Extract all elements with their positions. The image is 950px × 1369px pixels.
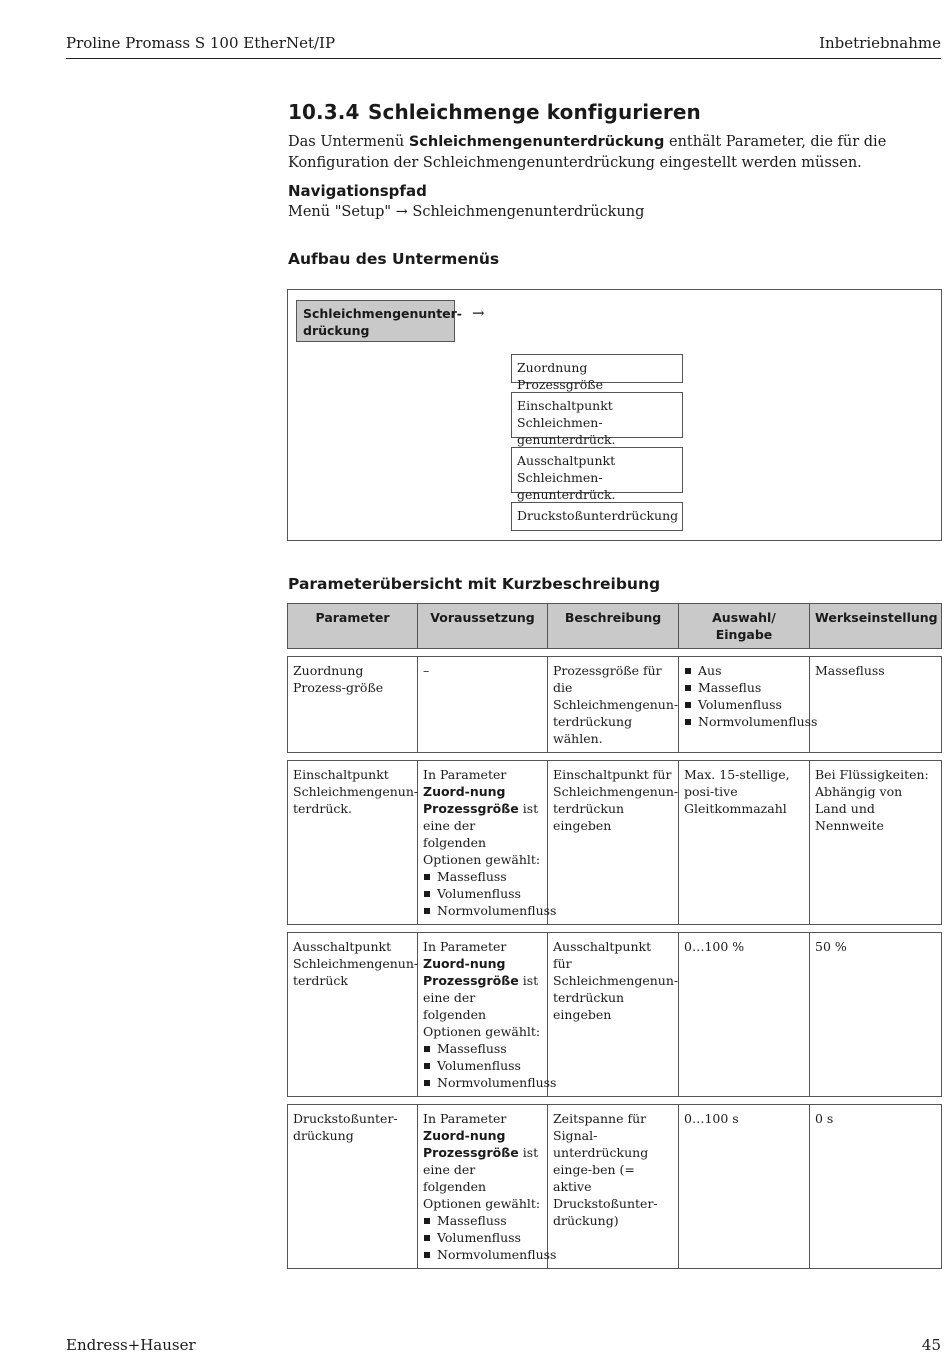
- submenu-item-label-cont: genunterdrück.: [517, 432, 616, 447]
- list-item: Normvolumenfluss: [423, 902, 542, 919]
- header-rule: [66, 58, 941, 59]
- cell-selection: 0…100 s: [679, 1104, 810, 1269]
- column-header: Beschreibung: [548, 603, 679, 649]
- cell-description: Prozessgröße für die Schleichmengenun-terdrückung wählen.: [548, 656, 679, 753]
- list-item: Massefluss: [423, 1040, 542, 1057]
- table-header-row: [287, 603, 942, 649]
- navigation-heading: Navigationspfad: [288, 182, 427, 200]
- submenu-root-line1: Schleichmengenunter-: [303, 306, 462, 321]
- list-item: Massefluss: [423, 1212, 542, 1229]
- list-item: Volumenfluss: [684, 696, 804, 713]
- prereq-bold: Zuord-nung Prozessgröße: [423, 1128, 519, 1160]
- column-header: Auswahl/ Eingabe: [679, 603, 810, 649]
- cell-description: Ausschaltpunkt für Schleichmengenun-terdrückun eingeben: [548, 932, 679, 1097]
- list-item: Volumenfluss: [423, 1229, 542, 1246]
- intro-pre: Das Untermenü: [288, 134, 409, 150]
- intro-paragraph: [288, 132, 942, 174]
- submenu-root: [296, 300, 462, 342]
- intro-bold: Schleichmengenunterdrückung: [408, 134, 665, 150]
- submenu-item-label: Ausschaltpunkt Schleichmen-: [517, 453, 616, 485]
- nav-path-end: Schleichmengenunterdrückung: [407, 204, 645, 220]
- prereq-post: ist eine der folgenden Optionen gewählt:: [423, 1145, 541, 1211]
- nav-path-start: Menü "Setup": [288, 204, 396, 220]
- header-chapter: Inbetriebnahme: [819, 34, 941, 52]
- cell-description: Zeitspanne für Signal-unterdrückung einge-ben (= aktive Druckstoßunter-drückung): [548, 1104, 679, 1269]
- intro-post: enthält Parameter, die für die Konfiguration der Schleichmengenunterdrückung eingestellt werden müssen.: [288, 134, 887, 171]
- selection-list: [684, 662, 818, 730]
- list-item: Volumenfluss: [423, 885, 542, 902]
- cell-prerequisite: [418, 760, 557, 925]
- section-title: Schleichmenge konfigurieren: [368, 100, 701, 124]
- cell-selection: 0…100 %: [679, 932, 810, 1097]
- cell-selection: Max. 15-stellige, posi-tive Gleitkommazahl: [679, 760, 810, 925]
- list-item: Volumenfluss: [423, 1057, 542, 1074]
- section-number: 10.3.4: [288, 100, 360, 124]
- column-header: Parameter: [287, 603, 418, 649]
- column-header: Voraussetzung: [418, 603, 548, 649]
- prereq-pre: In Parameter: [423, 1111, 507, 1126]
- submenu-item: [511, 447, 683, 502]
- table-row: [287, 656, 942, 753]
- submenu-item-label: Zuordnung Prozessgröße: [517, 360, 603, 392]
- navigation-path: [288, 204, 942, 220]
- cell-prerequisite: –: [418, 656, 548, 753]
- cell-prerequisite: [418, 1104, 557, 1269]
- list-item: Normvolumenfluss: [423, 1246, 542, 1263]
- overview-heading: Parameterübersicht mit Kurzbeschreibung: [288, 575, 661, 593]
- nav-arrow-icon: →: [395, 204, 408, 220]
- submenu-item: [511, 502, 683, 531]
- list-item: Aus: [684, 662, 804, 679]
- submenu-root-line2: drückung: [303, 323, 370, 338]
- list-item: Masseflus: [684, 679, 804, 696]
- table-row: [287, 932, 942, 1097]
- table-row: [287, 1104, 942, 1269]
- cell-parameter: Ausschaltpunkt Schleichmengenun-terdrück: [287, 932, 418, 1097]
- submenu-item-label-cont: genunterdrück.: [517, 487, 616, 502]
- page-number: 45: [921, 1336, 941, 1354]
- cell-factory: 0 s: [810, 1104, 942, 1269]
- submenu-item-label: Einschaltpunkt Schleichmen-: [517, 398, 613, 430]
- header-title: Proline Promass S 100 EtherNet/IP: [66, 34, 336, 52]
- section-heading: [288, 100, 701, 124]
- prereq-bold: Zuord-nung Prozessgröße: [423, 956, 519, 988]
- prereq-list: [423, 1040, 557, 1091]
- arrow-right-icon: →: [472, 304, 485, 322]
- cell-prerequisite: [418, 932, 557, 1097]
- cell-factory: Bei Flüssigkeiten: Abhängig von Land und Nennweite: [810, 760, 942, 925]
- cell-parameter: Einschaltpunkt Schleichmengenun-terdrück.: [287, 760, 418, 925]
- cell-factory: 50 %: [810, 932, 942, 1097]
- cell-parameter: Zuordnung Prozess-größe: [287, 656, 418, 753]
- prereq-list: [423, 868, 557, 919]
- prereq-list: [423, 1212, 557, 1263]
- table-row: [287, 760, 942, 925]
- cell-parameter: Druckstoßunter-drückung: [287, 1104, 418, 1269]
- list-item: Normvolumenfluss: [684, 713, 804, 730]
- submenu-diagram: [287, 289, 942, 541]
- prereq-bold: Zuord-nung Prozessgröße: [423, 784, 519, 816]
- prereq-pre: In Parameter: [423, 939, 507, 954]
- cell-description: Einschaltpunkt für Schleichmengenun-terdrückun eingeben: [548, 760, 679, 925]
- cell-selection: [679, 656, 818, 753]
- prereq-post: ist eine der folgenden Optionen gewählt:: [423, 973, 541, 1039]
- footer-company: Endress+Hauser: [66, 1336, 196, 1354]
- submenu-item: [511, 392, 683, 447]
- list-item: Massefluss: [423, 868, 542, 885]
- structure-heading: Aufbau des Untermenüs: [288, 250, 500, 268]
- list-item: Normvolumenfluss: [423, 1074, 542, 1091]
- prereq-pre: In Parameter: [423, 767, 507, 782]
- prereq-post: ist eine der folgenden Optionen gewählt:: [423, 801, 541, 867]
- column-header: Werkseinstellung: [810, 603, 942, 649]
- cell-factory: Massefluss: [810, 656, 942, 753]
- submenu-item: [511, 354, 683, 392]
- submenu-item-label: Druckstoßunterdrückung: [517, 508, 679, 523]
- parameter-table: [287, 603, 942, 1269]
